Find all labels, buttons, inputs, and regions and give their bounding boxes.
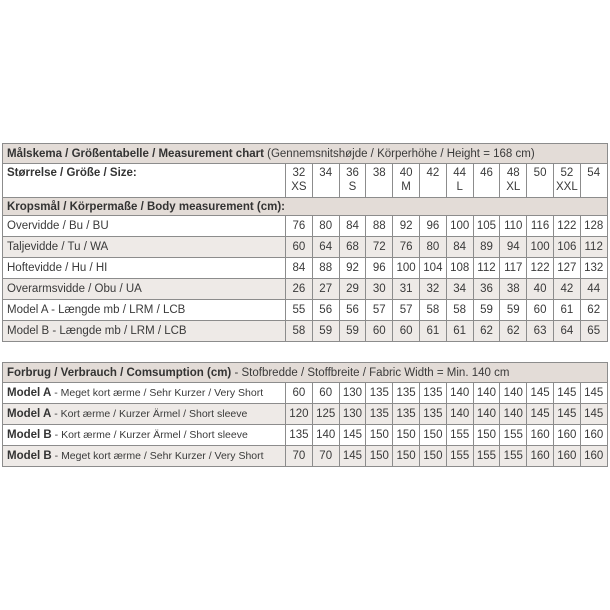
measurement-value-cell: 100 [527, 237, 554, 258]
size-number: 48 [506, 167, 520, 179]
measurement-value-cell: 57 [393, 300, 420, 321]
size-cell [366, 164, 393, 198]
size-cell [286, 164, 313, 198]
measurement-value-cell: 60 [366, 321, 393, 342]
measurement-value-cell: 108 [446, 258, 473, 279]
consumption-row [3, 446, 608, 467]
size-cell [339, 164, 366, 198]
measurement-value-cell: 36 [473, 279, 500, 300]
consumption-row-label [3, 425, 286, 446]
body-measurement-heading-row [3, 198, 608, 216]
measurement-value-cell: 100 [446, 216, 473, 237]
size-code: XS [291, 181, 307, 193]
measurement-value-cell: 59 [339, 321, 366, 342]
measurement-row [3, 321, 608, 342]
measurement-row [3, 216, 608, 237]
consumption-sleeve-desc: - Kort ærme / Kurzer Ärmel / Short sleeve [51, 429, 248, 441]
consumption-value-cell: 135 [393, 404, 420, 425]
body-measurement-heading: Kropsmål / Körpermaße / Body measurement (cm): [3, 198, 608, 216]
measurement-row-label: Overarmsvidde / Obu / UA [3, 279, 286, 300]
measurement-value-cell: 88 [366, 216, 393, 237]
size-code: M [401, 181, 411, 193]
size-number: 32 [292, 167, 306, 179]
consumption-value-cell: 150 [473, 425, 500, 446]
measurement-value-cell: 62 [500, 321, 527, 342]
measurement-value-cell: 60 [393, 321, 420, 342]
measurement-value-cell: 64 [312, 237, 339, 258]
measurement-row [3, 279, 608, 300]
consumption-value-cell: 150 [366, 446, 393, 467]
consumption-value-cell: 155 [473, 446, 500, 467]
consumption-value-cell: 130 [339, 383, 366, 404]
measurement-value-cell: 104 [419, 258, 446, 279]
measurement-value-cell: 65 [580, 321, 607, 342]
consumption-value-cell: 150 [419, 446, 446, 467]
consumption-value-cell: 155 [500, 425, 527, 446]
consumption-row-label [3, 446, 286, 467]
measurement-value-cell: 58 [286, 321, 313, 342]
consumption-row [3, 383, 608, 404]
size-code: L [456, 181, 463, 193]
size-number: 36 [346, 167, 359, 179]
measurement-value-cell: 56 [339, 300, 366, 321]
size-number: 52 [560, 167, 574, 179]
measurement-value-cell: 76 [393, 237, 420, 258]
consumption-value-cell: 145 [580, 404, 607, 425]
measurement-value-cell: 84 [339, 216, 366, 237]
consumption-value-cell: 130 [339, 404, 366, 425]
consumption-row-label [3, 383, 286, 404]
consumption-value-cell: 145 [339, 446, 366, 467]
measurement-value-cell: 128 [580, 216, 607, 237]
consumption-value-cell: 135 [366, 404, 393, 425]
consumption-value-cell: 135 [393, 383, 420, 404]
consumption-value-cell: 120 [286, 404, 313, 425]
consumption-value-cell: 140 [500, 383, 527, 404]
consumption-value-cell: 70 [312, 446, 339, 467]
measurement-value-cell: 110 [500, 216, 527, 237]
measurement-value-cell: 27 [312, 279, 339, 300]
size-number: 54 [587, 167, 601, 179]
consumption-value-cell: 160 [580, 425, 607, 446]
measurement-row [3, 300, 608, 321]
measurement-value-cell: 31 [393, 279, 420, 300]
measurement-value-cell: 40 [527, 279, 554, 300]
size-cell [419, 164, 446, 198]
measurement-value-cell: 59 [500, 300, 527, 321]
measurement-row [3, 258, 608, 279]
consumption-value-cell: 70 [286, 446, 313, 467]
measurement-value-cell: 88 [312, 258, 339, 279]
measurement-value-cell: 112 [473, 258, 500, 279]
consumption-value-cell: 140 [446, 404, 473, 425]
consumption-row [3, 404, 608, 425]
measurement-value-cell: 80 [419, 237, 446, 258]
size-code: S [348, 181, 357, 193]
measurement-value-cell: 59 [473, 300, 500, 321]
consumption-row-label [3, 404, 286, 425]
measurement-value-cell: 116 [527, 216, 554, 237]
measurement-value-cell: 30 [366, 279, 393, 300]
measurement-value-cell: 58 [419, 300, 446, 321]
measurement-value-cell: 62 [473, 321, 500, 342]
consumption-value-cell: 150 [393, 446, 420, 467]
measurement-value-cell: 122 [553, 216, 580, 237]
measurement-value-cell: 58 [446, 300, 473, 321]
consumption-title: Forbrug / Verbrauch / Comsumption (cm) - Stofbredde / Stoffbreite / Fabric Width = Min. 140 cm [3, 363, 608, 383]
measurement-value-cell: 60 [527, 300, 554, 321]
consumption-value-cell: 135 [419, 383, 446, 404]
measurement-value-cell: 92 [393, 216, 420, 237]
measurement-value-cell: 106 [553, 237, 580, 258]
measurement-value-cell: 64 [553, 321, 580, 342]
size-cell [527, 164, 554, 198]
size-label: Størrelse / Größe / Size: [3, 164, 286, 198]
measurement-value-cell: 62 [580, 300, 607, 321]
consumption-model-name: Model A [7, 408, 52, 420]
measurement-value-cell: 34 [446, 279, 473, 300]
measurement-row-label: Hoftevidde / Hu / HI [3, 258, 286, 279]
measurement-title: Målskema / Größentabelle / Measurement chart (Gennemsnitshøjde / Körperhöhe / Height = 168 cm) [3, 144, 608, 164]
measurement-value-cell: 29 [339, 279, 366, 300]
consumption-value-cell: 135 [286, 425, 313, 446]
size-cell [393, 164, 420, 198]
measurement-value-cell: 38 [500, 279, 527, 300]
measurement-value-cell: 84 [446, 237, 473, 258]
measurement-value-cell: 89 [473, 237, 500, 258]
consumption-value-cell: 150 [393, 425, 420, 446]
consumption-model-name: Model A [7, 387, 52, 399]
measurement-value-cell: 132 [580, 258, 607, 279]
measurement-value-cell: 57 [366, 300, 393, 321]
consumption-value-cell: 60 [312, 383, 339, 404]
measurement-value-cell: 94 [500, 237, 527, 258]
consumption-model-name: Model B [7, 450, 52, 462]
consumption-value-cell: 150 [419, 425, 446, 446]
consumption-value-cell: 150 [366, 425, 393, 446]
consumption-sleeve-desc: - Meget kort ærme / Sehr Kurzer / Very Short [51, 387, 264, 399]
measurement-value-cell: 61 [419, 321, 446, 342]
consumption-sleeve-desc: - Meget kort ærme / Sehr Kurzer / Very Short [51, 450, 264, 462]
consumption-model-name: Model B [7, 429, 52, 441]
consumption-value-cell: 145 [527, 404, 554, 425]
measurement-row [3, 237, 608, 258]
consumption-value-cell: 140 [500, 404, 527, 425]
consumption-value-cell: 160 [553, 425, 580, 446]
measurement-value-cell: 92 [339, 258, 366, 279]
measurement-value-cell: 59 [312, 321, 339, 342]
measurement-value-cell: 63 [527, 321, 554, 342]
measurement-value-cell: 61 [553, 300, 580, 321]
size-number: 34 [319, 167, 333, 179]
size-cell [473, 164, 500, 198]
consumption-value-cell: 145 [580, 383, 607, 404]
size-number: 42 [426, 167, 440, 179]
measurement-value-cell: 117 [500, 258, 527, 279]
consumption-row [3, 425, 608, 446]
measurement-row-label: Taljevidde / Tu / WA [3, 237, 286, 258]
consumption-value-cell: 135 [366, 383, 393, 404]
consumption-value-cell: 145 [553, 404, 580, 425]
measurement-value-cell: 32 [419, 279, 446, 300]
consumption-value-cell: 140 [312, 425, 339, 446]
consumption-value-cell: 145 [339, 425, 366, 446]
measurement-value-cell: 26 [286, 279, 313, 300]
consumption-value-cell: 135 [419, 404, 446, 425]
size-number: 46 [480, 167, 493, 179]
measurement-value-cell: 105 [473, 216, 500, 237]
consumption-value-cell: 140 [473, 383, 500, 404]
measurement-row-label: Overvidde / Bu / BU [3, 216, 286, 237]
size-number: 44 [453, 167, 467, 179]
measurement-value-cell: 80 [312, 216, 339, 237]
measurement-row-label: Model B - Længde mb / LRM / LCB [3, 321, 286, 342]
measurement-value-cell: 84 [286, 258, 313, 279]
size-cell [580, 164, 607, 198]
measurement-chart-table [2, 143, 608, 342]
consumption-value-cell: 155 [446, 425, 473, 446]
measurement-value-cell: 96 [419, 216, 446, 237]
size-cell [500, 164, 527, 198]
consumption-sleeve-desc: - Kort ærme / Kurzer Ärmel / Short sleeve [51, 408, 248, 420]
measurement-value-cell: 42 [553, 279, 580, 300]
measurement-title-row [3, 144, 608, 164]
measurement-value-cell: 68 [339, 237, 366, 258]
consumption-chart-table [2, 362, 608, 467]
measurement-value-cell: 127 [553, 258, 580, 279]
size-row [3, 164, 608, 198]
measurement-value-cell: 61 [446, 321, 473, 342]
consumption-value-cell: 140 [473, 404, 500, 425]
measurement-value-cell: 56 [312, 300, 339, 321]
measurement-value-cell: 112 [580, 237, 607, 258]
size-number: 40 [399, 167, 413, 179]
consumption-value-cell: 145 [553, 383, 580, 404]
measurement-value-cell: 55 [286, 300, 313, 321]
consumption-value-cell: 160 [580, 446, 607, 467]
size-cell [446, 164, 473, 198]
consumption-value-cell: 160 [527, 425, 554, 446]
measurement-value-cell: 44 [580, 279, 607, 300]
size-number: 50 [533, 167, 547, 179]
measurement-value-cell: 76 [286, 216, 313, 237]
measurement-row-label: Model A - Længde mb / LRM / LCB [3, 300, 286, 321]
measurement-value-cell: 100 [393, 258, 420, 279]
consumption-title-row [3, 363, 608, 383]
consumption-value-cell: 160 [527, 446, 554, 467]
size-cell [312, 164, 339, 198]
size-code: XL [506, 181, 521, 193]
consumption-value-cell: 145 [527, 383, 554, 404]
size-number: 38 [372, 167, 386, 179]
consumption-value-cell: 60 [286, 383, 313, 404]
measurement-value-cell: 122 [527, 258, 554, 279]
size-cell [553, 164, 580, 198]
measurement-value-cell: 72 [366, 237, 393, 258]
measurement-value-cell: 96 [366, 258, 393, 279]
consumption-value-cell: 155 [446, 446, 473, 467]
consumption-value-cell: 140 [446, 383, 473, 404]
measurement-value-cell: 60 [286, 237, 313, 258]
consumption-value-cell: 155 [500, 446, 527, 467]
size-code: XXL [555, 181, 578, 193]
consumption-value-cell: 125 [312, 404, 339, 425]
consumption-value-cell: 160 [553, 446, 580, 467]
